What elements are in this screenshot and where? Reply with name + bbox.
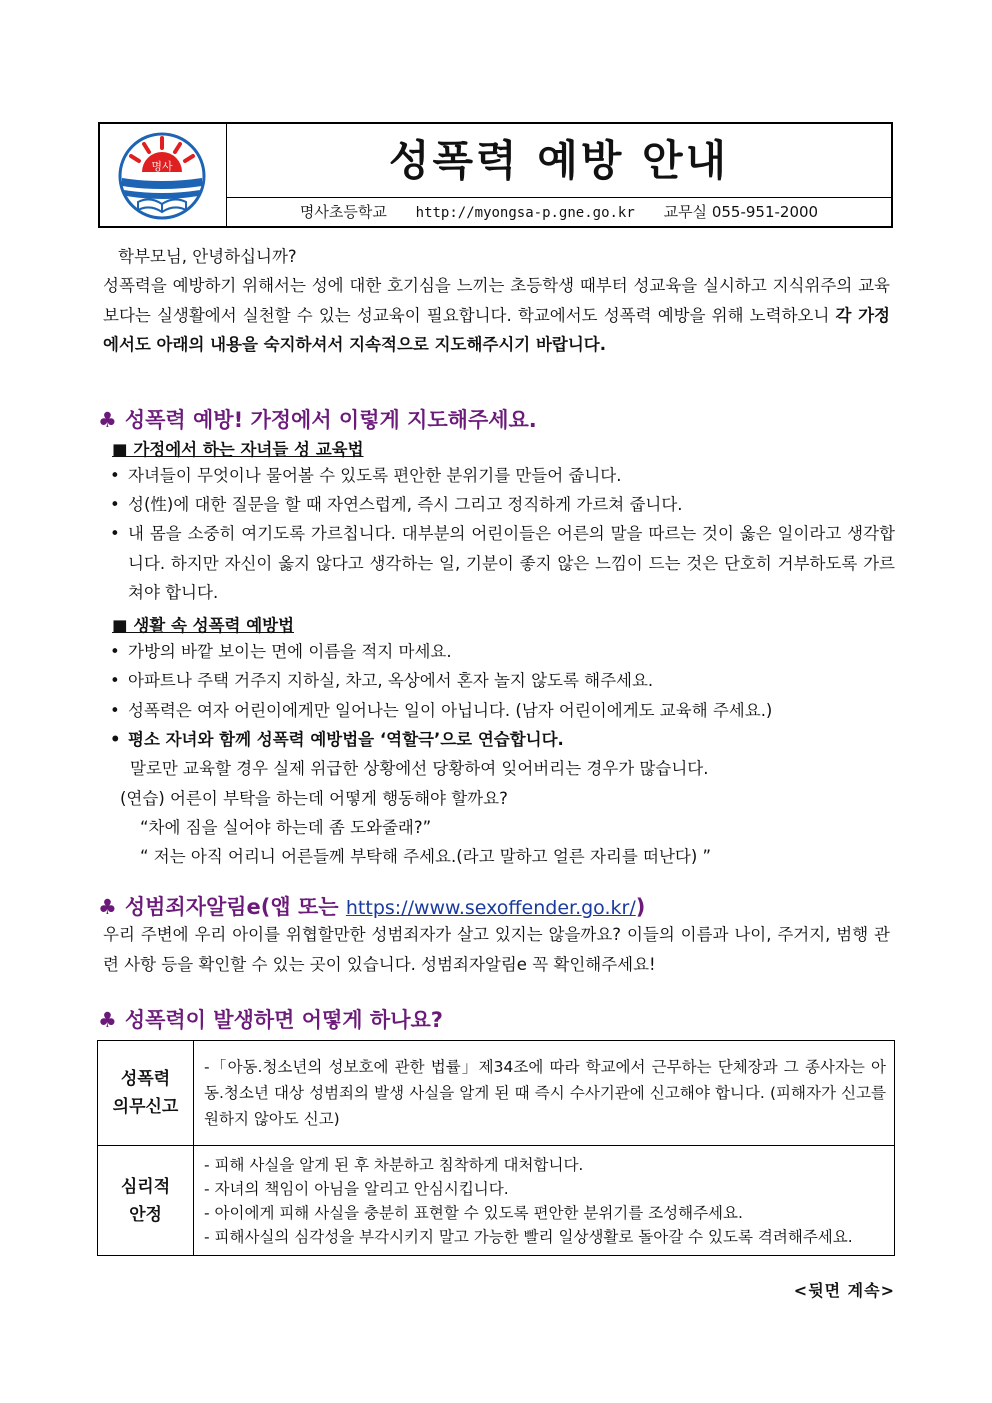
bullet-icon: • [110,466,120,485]
list-item: • 자녀들이 무엇이나 물어볼 수 있도록 편안한 분위기를 만들어 줍니다. [110,461,895,491]
sexoffender-link[interactable]: https://www.sexoffender.go.kr/ [345,897,636,919]
table-row [98,1146,895,1256]
row-label: 심리적 안정 [98,1146,194,1256]
response-table [97,1040,895,1256]
section2-body: 우리 주변에 우리 아이를 위협할만한 성범죄자가 살고 있지는 않을까요? 이들의 이름과 나이, 주거지, 범행 관련 사항 등을 확인할 수 있는 곳이 있습니다. 성범죄자알림e 꼭 확인해주세요! [103,925,890,974]
office-phone: 교무실 055-951-2000 [663,203,819,221]
bullet-icon: • [110,524,120,543]
continued-note: <뒷면 계속> [793,1281,895,1300]
club-icon: ♣ [98,1008,117,1032]
logo-cell [100,124,227,226]
section1-heading-text: 성폭력 예방! 가정에서 이렇게 지도해주세요. [124,408,537,432]
section2-heading: ♣ 성범죄자알림e(앱 또는 https://www.sexoffender.go.kr/) [98,895,646,919]
page-title: 성폭력 예방 안내 [388,136,730,185]
bullet-icon: • [110,642,120,661]
list-item: - 자녀의 책임이 아님을 알리고 안심시킵니다. [204,1179,509,1198]
school-url[interactable]: http://myongsa-p.gne.go.kr [415,205,635,221]
intro-paragraph [103,271,890,360]
school-logo [100,124,226,226]
list-item: • 아파트나 주택 거주지 지하실, 차고, 옥상에서 혼자 놀지 않도록 해주세요. [110,666,895,696]
intro-body-bold: 각 가정에서도 아래의 내용을 숙지하셔서 지속적으로 지도해주시기 바랍니다. [103,305,890,354]
list-item: • 가방의 바깥 보이는 면에 이름을 적지 마세요. [110,637,895,667]
section3-heading: ♣ 성폭력이 발생하면 어떻게 하나요? [98,1008,443,1032]
bullet-icon: • [110,495,120,514]
list-item: • 성(性)에 대한 질문을 할 때 자연스럽게, 즉시 그리고 정직하게 가르쳐 줍니다. [110,490,895,520]
roleplay-note: 말로만 교육할 경우 실제 위급한 상황에선 당황하여 잊어버리는 경우가 많습니다. [130,759,709,778]
sub1-heading: ■ 가정에서 하는 자녀들 성 교육법 [112,440,364,459]
row-label: 성폭력 의무신고 [98,1041,194,1146]
bullet-icon: • [110,701,120,720]
list-item: - 아이에게 피해 사실을 충분히 표현할 수 있도록 편안한 분위기를 조성해주세요. [204,1203,743,1222]
greeting: 학부모님, 안녕하십니까? [118,247,297,266]
practice-line: (연습) 어른이 부탁을 하는데 어떻게 행동해야 할까요? [120,789,508,808]
section1-heading [98,404,537,434]
list-item: • 평소 자녀와 함께 성폭력 예방법을 ‘역할극’으로 연습합니다. [110,725,895,755]
club-icon: ♣ [98,895,117,919]
quote-line: “차에 짐을 실어야 하는데 좀 도와줄래?” [140,818,432,837]
list-item: • 내 몸을 소중히 여기도록 가르칩니다. 대부분의 어린이들은 어른의 말을 따르는 것이 옳은 일이라고 생각합니다. 하지만 자신이 옳지 않다고 생각하는 일, 기분이 좋지 않은 느낌이 드는 것은 단호히 거부하도록 가르쳐야 합니다. [110,519,895,608]
title-cell [227,124,891,198]
list-item: • 성폭력은 여자 어린이에게만 일어나는 일이 아닙니다. (남자 어린이에게도 교육해 주세요.) [110,696,895,726]
list-item: - 피해사실의 심각성을 부각시키지 말고 가능한 빨리 일상생활로 돌아갈 수 있도록 격려해주세요. [204,1227,853,1246]
header-box [98,122,893,228]
bullet-icon: • [110,730,121,749]
club-icon: ♣ [98,408,117,432]
school-name: 명사초등학교 [299,203,387,221]
svg-text:명사: 명사 [151,160,173,173]
bullet-icon: • [110,671,120,690]
list-item: - 피해 사실을 알게 된 후 차분하고 침착하게 대처합니다. [204,1155,584,1174]
quote-line: “ 저는 아직 어리니 어른들께 부탁해 주세요.(라고 말하고 얼른 자리를 떠난다) ” [140,847,712,866]
school-info [227,198,891,226]
table-row [98,1041,895,1146]
intro-body: 성폭력을 예방하기 위해서는 성에 대한 호기심을 느끼는 초등학생 때부터 성교육을 실시하고 지식위주의 교육보다는 실생활에서 실천할 수 있는 성교육이 필요합니다. 학교에서도 성폭력 예방을 위해 노력하오니 [103,276,890,325]
sub2-heading: ■ 생활 속 성폭력 예방법 [112,616,295,635]
row-content [194,1146,895,1256]
row-content: -「아동.청소년의 성보호에 관한 법률」제34조에 따라 학교에서 근무하는 단체장과 그 종사자는 아동.청소년 대상 성범죄의 발생 사실을 알게 된 때 즉시 수사기관에 신고해야 합니다. (피해자가 신고를 원하지 않아도 신고) [194,1041,895,1146]
